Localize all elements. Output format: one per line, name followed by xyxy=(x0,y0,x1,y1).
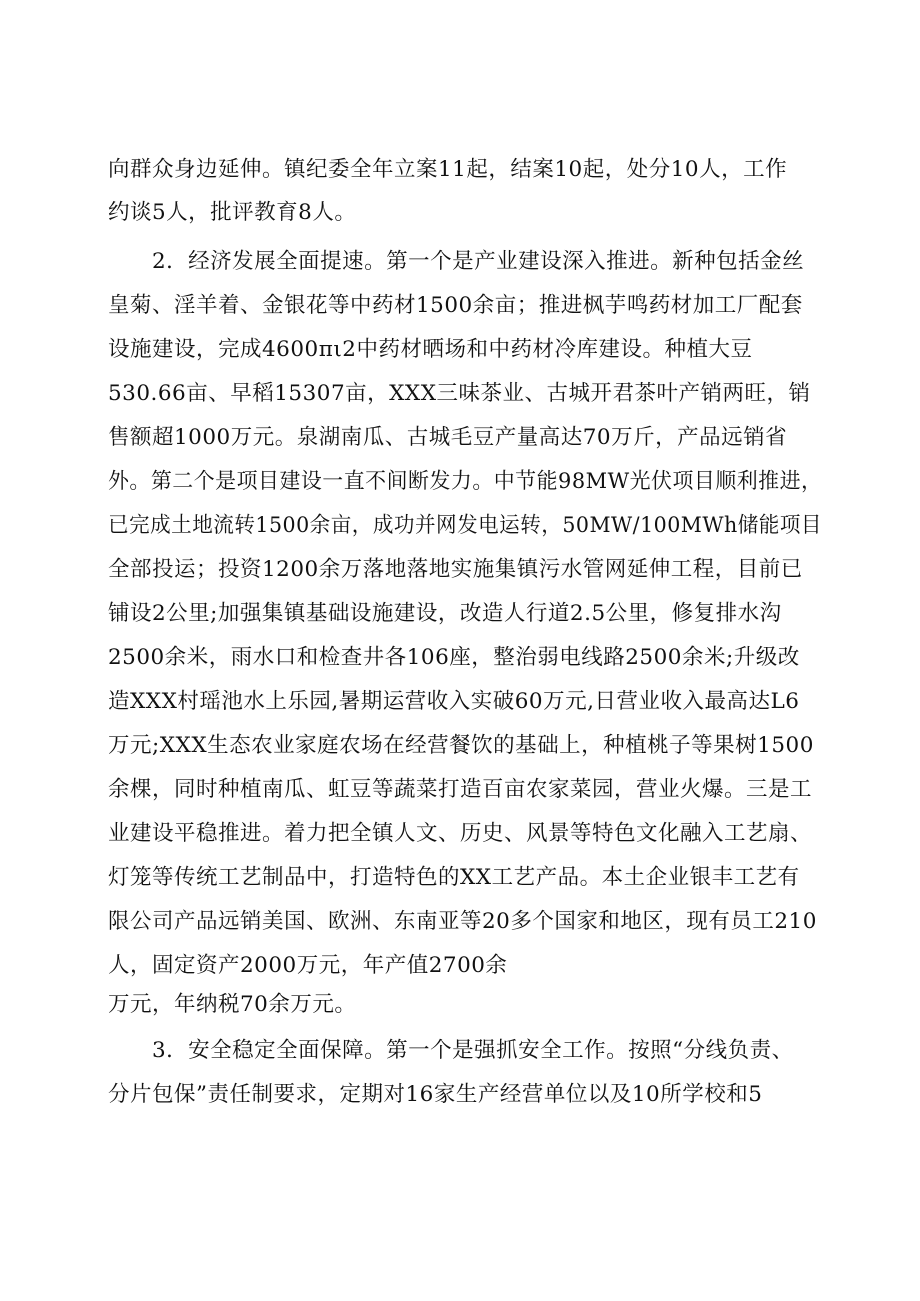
text-line: 余棵，同时种植南瓜、虹豆等蔬菜打造百亩农家菜园，营业火爆。三是工 xyxy=(108,777,813,802)
text-line: 灯笼等传统工艺制品中，打造特色的XX工艺产品。本土企业银丰工艺有 xyxy=(108,865,800,890)
text-line: 铺设2公里;加强集镇基础设施建设，改造人行道2.5公里，修复排水沟 xyxy=(108,601,782,626)
text-line: 万元，年纳税70余万元。 xyxy=(108,992,357,1017)
text-line: 皇菊、淫羊着、金银花等中药材1500余亩；推进枫芋鸣药材加工厂配套 xyxy=(108,293,803,318)
text-line: 向群众身边延伸。镇纪委全年立案11起，结案10起，处分10人，工作 xyxy=(108,157,788,182)
text-line: 限公司产品远销美国、欧洲、东南亚等20多个国家和地区，现有员工210 xyxy=(108,909,817,934)
text-line: 全部投运；投资1200余万落地落地实施集镇污水管网延伸工程，目前已 xyxy=(108,557,803,582)
text-line: 2500余米，雨水口和检查井各106座，整治弱电线路2500余米;升级改 xyxy=(108,645,800,670)
text-line: 万元;XXX生态农业家庭农场在经营餐饮的基础上，种植桃子等果树1500 xyxy=(108,733,814,758)
text-line: 约谈5人，批评教育8人。 xyxy=(108,200,357,225)
text-line: 售额超1000万元。泉湖南瓜、古城毛豆产量高达70万斤，产品远销省 xyxy=(108,425,788,450)
text-line: 外。第二个是项目建设一直不间断发力。中节能98MW光伏项目顺利推进， xyxy=(108,469,823,494)
text-line: 业建设平稳推进。着力把全镇人文、历史、风景等特色文化融入工艺扇、 xyxy=(108,821,813,846)
text-line: 分片包保”责任制要求，定期对16家生产经营单位以及10所学校和5 xyxy=(108,1082,763,1107)
text-line: 人，固定资产2000万元，年产值2700余 xyxy=(108,953,508,978)
text-line: 3．安全稳定全面保障。第一个是强抓安全工作。按照“分线负责、 xyxy=(108,1038,794,1063)
text-line: 2．经济发展全面提速。第一个是产业建设深入推进。新种包括金丝 xyxy=(108,249,805,274)
text-line: 造XXX村瑶池水上乐园,暑期运营收入实破60万元,日营业收入最高达L6 xyxy=(108,689,800,714)
text-line: 已完成土地流转1500余亩，成功并网发电运转，50MW/100MWh储能项目 xyxy=(108,513,822,538)
text-line: 设施建设，完成4600πι2中药材晒场和中药材冷库建设。种植大豆 xyxy=(108,337,753,362)
text-line: 530.66亩、早稻15307亩，XXX三味茶业、古城开君茶叶产销两旺，销 xyxy=(108,381,811,406)
